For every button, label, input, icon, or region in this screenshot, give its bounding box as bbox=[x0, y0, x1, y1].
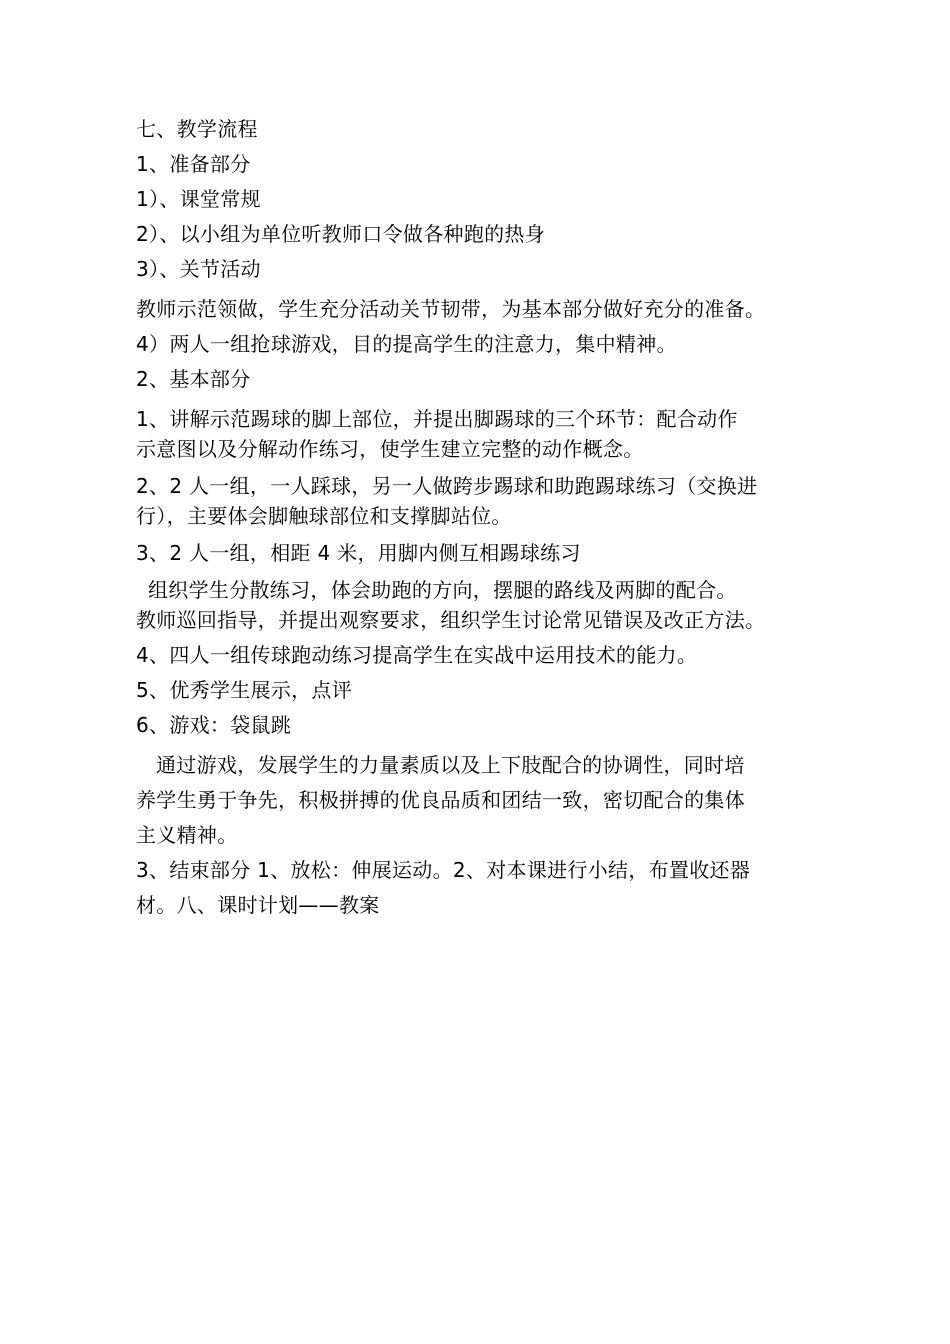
list-item: 5、优秀学生展示，点评 bbox=[136, 678, 353, 702]
list-item: 2）、以小组为单位听教师口令做各种跑的热身 bbox=[136, 222, 546, 246]
list-item: 2、2 人一组，一人踩球，另一人做跨步踢球和助跑踢球练习（交换进 bbox=[136, 474, 758, 498]
paragraph-line: 行），主要体会脚触球部位和支撑脚站位。 bbox=[136, 504, 512, 528]
section-heading-teaching-process: 七、教学流程 bbox=[136, 117, 258, 141]
paragraph-line: 材。八、课时计划——教案 bbox=[136, 893, 380, 917]
subsection-heading-basic: 2、基本部分 bbox=[136, 367, 251, 391]
subsection-heading-preparation: 1、准备部分 bbox=[136, 152, 251, 176]
paragraph-line: 主义精神。 bbox=[136, 823, 238, 847]
paragraph-line: 组织学生分散练习，体会助跑的方向，摆腿的路线及两脚的配合。 bbox=[148, 578, 737, 602]
subsection-heading-closing: 3、结束部分 1、放松：伸展运动。2、对本课进行小结，布置收还器 bbox=[136, 858, 751, 882]
list-item: 3）、关节活动 bbox=[136, 257, 261, 281]
paragraph-line: 养学生勇于争先，积极拼搏的优良品质和团结一致，密切配合的集体 bbox=[136, 788, 745, 812]
list-item: 1、讲解示范踢球的脚上部位，并提出脚踢球的三个环节：配合动作 bbox=[136, 407, 738, 431]
paragraph-line: 示意图以及分解动作练习，使学生建立完整的动作概念。 bbox=[136, 437, 644, 461]
list-item: 4、四人一组传球跑动练习提高学生在实战中运用技术的能力。 bbox=[136, 643, 698, 667]
document-body bbox=[136, 114, 836, 920]
paragraph-line: 教师巡回指导，并提出观察要求，组织学生讨论常见错误及改正方法。 bbox=[136, 608, 766, 632]
list-item: 4）两人一组抢球游戏，目的提高学生的注意力，集中精神。 bbox=[136, 332, 677, 356]
paragraph-line: 通过游戏，发展学生的力量素质以及上下肢配合的协调性，同时培 bbox=[156, 753, 745, 777]
list-item: 3、2 人一组，相距 4 米，用脚内侧互相踢球练习 bbox=[136, 541, 581, 565]
list-item: 1）、课堂常规 bbox=[136, 187, 261, 211]
list-item: 6、游戏：袋鼠跳 bbox=[136, 713, 292, 737]
paragraph-line: 教师示范领做，学生充分活动关节韧带，为基本部分做好充分的准备。 bbox=[136, 297, 766, 321]
